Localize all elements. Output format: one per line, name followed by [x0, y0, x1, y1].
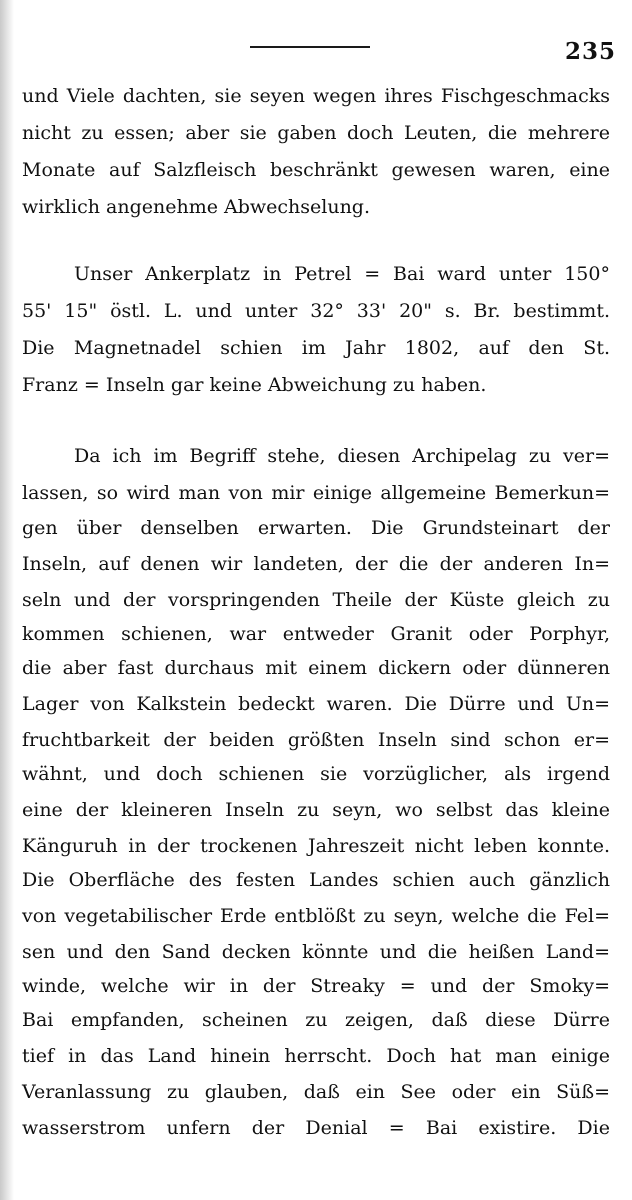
text-line: Lager von Kalkstein bedeckt waren. Die Dürre und Un= — [22, 693, 610, 715]
text-line: seln und der vorspringenden Theile der Küste gleich zu — [22, 589, 610, 611]
page-gutter-shadow — [0, 0, 14, 1200]
text-line: Monate auf Salzfleisch beschränkt gewesen waren, eine — [22, 159, 610, 181]
text-line: Die Oberfläche des festen Landes schien auch gänzlich — [22, 869, 610, 891]
text-line: fruchtbarkeit der beiden größten Inseln sind schon er= — [22, 729, 610, 751]
text-line: 55' 15" östl. L. und unter 32° 33' 20" s. Br. bestimmt. — [22, 300, 610, 322]
text-line: sen und den Sand decken könnte und die heißen Land= — [22, 941, 610, 963]
text-line: Unser Ankerplatz in Petrel = Bai ward unter 150° — [74, 263, 610, 285]
text-line: Veranlassung zu glauben, daß ein See oder ein Süß= — [22, 1081, 610, 1103]
text-line: die aber fast durchaus mit einem dickern oder dünneren — [22, 657, 610, 679]
text-line: wähnt, und doch schienen sie vorzüglicher, als irgend — [22, 763, 610, 785]
text-line: Inseln, auf denen wir landeten, der die der anderen In= — [22, 553, 610, 575]
text-line: wasserstrom unfern der Denial = Bai existire. Die — [22, 1117, 610, 1139]
text-line: eine der kleineren Inseln zu seyn, wo selbst das kleine — [22, 799, 610, 821]
text-line: Die Magnetnadel schien im Jahr 1802, auf den St. — [22, 337, 610, 359]
text-line: Känguruh in der trockenen Jahreszeit nicht leben konnte. — [22, 835, 610, 857]
page-number: 235 — [565, 38, 617, 65]
text-line: tief in das Land hinein herrscht. Doch hat man einige — [22, 1045, 610, 1067]
text-line: winde, welche wir in der Streaky = und der Smoky= — [22, 975, 610, 997]
header-rule — [250, 46, 370, 48]
text-line: wirklich angenehme Abwechselung. — [22, 196, 371, 218]
text-line: kommen schienen, war entweder Granit oder Porphyr, — [22, 623, 610, 645]
text-line: nicht zu essen; aber sie gaben doch Leuten, die mehrere — [22, 122, 610, 144]
text-line: von vegetabilischer Erde entblößt zu seyn, welche die Fel= — [22, 905, 610, 927]
text-line: und Viele dachten, sie seyen wegen ihres Fischgeschmacks — [22, 85, 610, 107]
text-line: lassen, so wird man von mir einige allgemeine Bemerkun= — [22, 482, 610, 504]
text-line: Da ich im Begriff stehe, diesen Archipelag zu ver= — [74, 445, 610, 467]
text-line: Franz = Inseln gar keine Abweichung zu haben. — [22, 374, 487, 396]
text-line: gen über denselben erwarten. Die Grundsteinart der — [22, 517, 610, 539]
text-line: Bai empfanden, scheinen zu zeigen, daß diese Dürre — [22, 1009, 610, 1031]
